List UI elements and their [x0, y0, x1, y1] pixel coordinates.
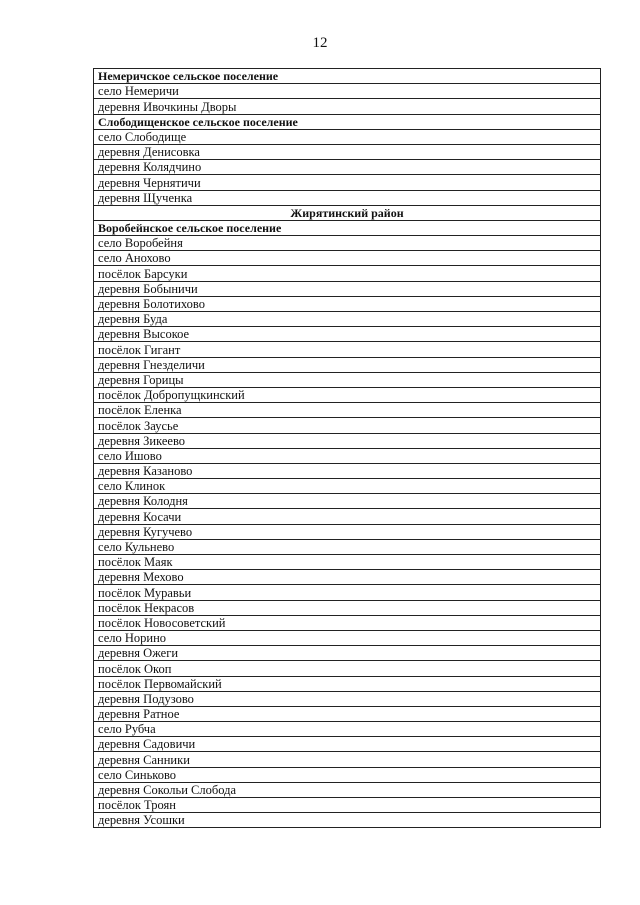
locality-row: [94, 296, 601, 311]
locality-row: [94, 327, 601, 342]
table-cell: деревня Буда: [94, 312, 601, 327]
locality-row: [94, 266, 601, 281]
table-cell: деревня Косачи: [94, 509, 601, 524]
table-cell: посёлок Первомайский: [94, 676, 601, 691]
district-header-row: [94, 205, 601, 220]
locality-row: [94, 646, 601, 661]
table-cell: деревня Усошки: [94, 813, 601, 828]
page-number: 12: [312, 35, 328, 51]
locality-row: [94, 342, 601, 357]
table-cell: посёлок Троян: [94, 798, 601, 813]
locality-row: [94, 418, 601, 433]
table-cell: село Норино: [94, 630, 601, 645]
table-cell: Воробейнское сельское поселение: [94, 220, 601, 235]
locality-row: [94, 555, 601, 570]
table-cell: село Немеричи: [94, 84, 601, 99]
locality-row: [94, 312, 601, 327]
table-cell: посёлок Некрасов: [94, 600, 601, 615]
locality-row: [94, 479, 601, 494]
locality-row: [94, 190, 601, 205]
locality-row: [94, 539, 601, 554]
table-cell: деревня Садовичи: [94, 737, 601, 752]
table-cell: село Воробейня: [94, 236, 601, 251]
settlements-table-body: [94, 69, 601, 828]
locality-row: [94, 236, 601, 251]
locality-row: [94, 403, 601, 418]
table-cell: деревня Щученка: [94, 190, 601, 205]
settlement-header-row: [94, 114, 601, 129]
table-cell: село Ишово: [94, 448, 601, 463]
table-cell: деревня Подузово: [94, 691, 601, 706]
table-cell: посёлок Заусье: [94, 418, 601, 433]
locality-row: [94, 767, 601, 782]
locality-row: [94, 630, 601, 645]
locality-row: [94, 524, 601, 539]
table-cell: деревня Колодня: [94, 494, 601, 509]
locality-row: [94, 494, 601, 509]
locality-row: [94, 463, 601, 478]
locality-row: [94, 813, 601, 828]
table-cell: деревня Зикеево: [94, 433, 601, 448]
locality-row: [94, 175, 601, 190]
table-cell: село Кульнево: [94, 539, 601, 554]
table-cell: деревня Казаново: [94, 463, 601, 478]
table-cell: Слободищенское сельское поселение: [94, 114, 601, 129]
table-cell: деревня Ивочкины Дворы: [94, 99, 601, 114]
locality-row: [94, 387, 601, 402]
locality-row: [94, 129, 601, 144]
table-cell: посёлок Еленка: [94, 403, 601, 418]
table-cell: деревня Гнезделичи: [94, 357, 601, 372]
table-cell: село Синьково: [94, 767, 601, 782]
locality-row: [94, 372, 601, 387]
locality-row: [94, 691, 601, 706]
settlement-header-row: [94, 69, 601, 84]
table-cell: посёлок Окоп: [94, 661, 601, 676]
table-cell: Немеричское сельское поселение: [94, 69, 601, 84]
table-cell: деревня Мехово: [94, 570, 601, 585]
table-cell: деревня Колядчино: [94, 160, 601, 175]
locality-row: [94, 722, 601, 737]
table-cell: деревня Сокольи Слобода: [94, 782, 601, 797]
table-cell: посёлок Гигант: [94, 342, 601, 357]
locality-row: [94, 144, 601, 159]
table-cell: посёлок Добропущкинский: [94, 387, 601, 402]
locality-row: [94, 160, 601, 175]
locality-row: [94, 251, 601, 266]
table-cell: посёлок Новосоветский: [94, 615, 601, 630]
locality-row: [94, 706, 601, 721]
table-cell: деревня Кугучево: [94, 524, 601, 539]
settlements-table: [93, 68, 601, 828]
locality-row: [94, 281, 601, 296]
locality-row: [94, 84, 601, 99]
locality-row: [94, 752, 601, 767]
locality-row: [94, 676, 601, 691]
locality-row: [94, 357, 601, 372]
locality-row: [94, 433, 601, 448]
table-cell: деревня Бобыничи: [94, 281, 601, 296]
table-cell: село Слободище: [94, 129, 601, 144]
locality-row: [94, 737, 601, 752]
table-cell: посёлок Маяк: [94, 555, 601, 570]
table-cell: село Рубча: [94, 722, 601, 737]
locality-row: [94, 615, 601, 630]
locality-row: [94, 570, 601, 585]
settlement-header-row: [94, 220, 601, 235]
locality-row: [94, 782, 601, 797]
table-cell: деревня Высокое: [94, 327, 601, 342]
table-cell: деревня Денисовка: [94, 144, 601, 159]
table-cell: посёлок Барсуки: [94, 266, 601, 281]
locality-row: [94, 661, 601, 676]
locality-row: [94, 798, 601, 813]
table-cell: деревня Ратное: [94, 706, 601, 721]
locality-row: [94, 448, 601, 463]
table-cell: деревня Ожеги: [94, 646, 601, 661]
table-cell: Жирятинский район: [94, 205, 601, 220]
table-cell: деревня Горицы: [94, 372, 601, 387]
table-cell: деревня Санники: [94, 752, 601, 767]
table-cell: посёлок Муравьи: [94, 585, 601, 600]
locality-row: [94, 585, 601, 600]
table-cell: деревня Болотихово: [94, 296, 601, 311]
locality-row: [94, 99, 601, 114]
table-cell: деревня Чернятичи: [94, 175, 601, 190]
locality-row: [94, 509, 601, 524]
table-cell: село Анохово: [94, 251, 601, 266]
locality-row: [94, 600, 601, 615]
table-cell: село Клинок: [94, 479, 601, 494]
